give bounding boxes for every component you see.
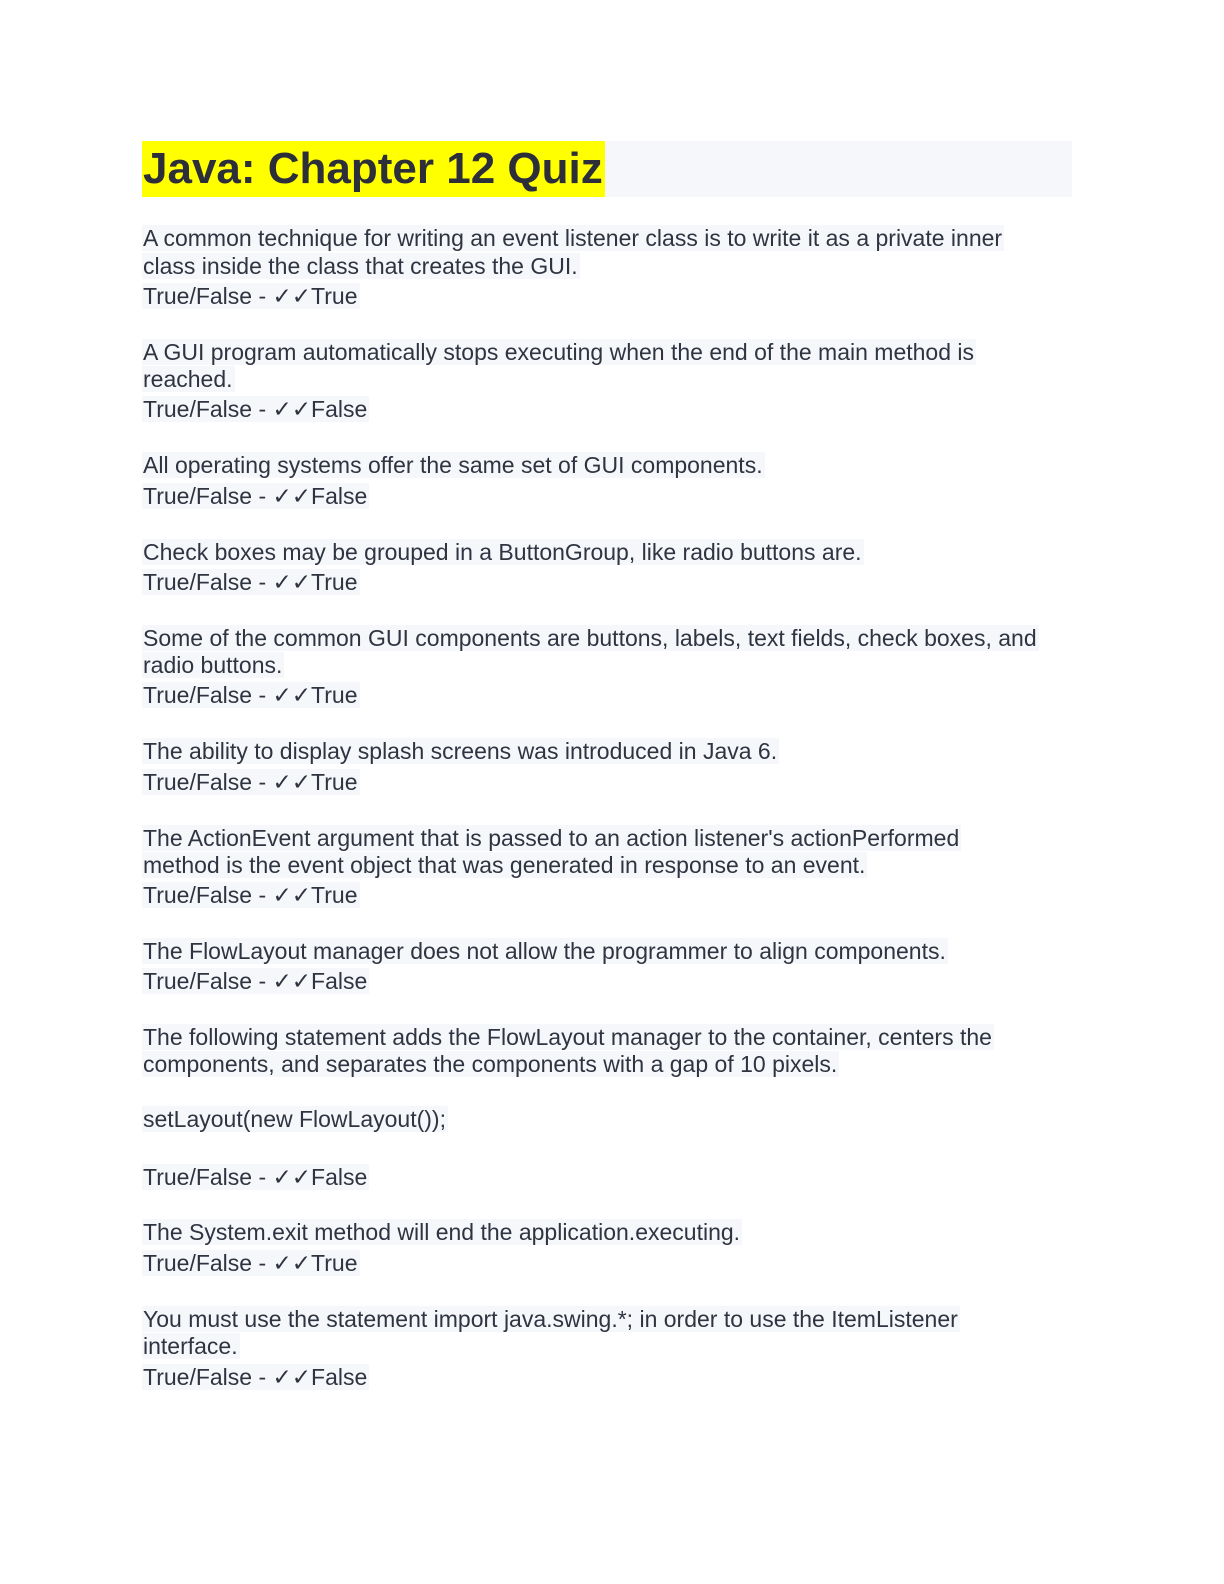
question-4-line-1: Check boxes may be grouped in a ButtonGroup, like radio buttons are.: [143, 539, 862, 565]
question-2-line-2: reached.: [143, 366, 233, 392]
question-7-line-1: The ActionEvent argument that is passed to an action listener's actionPerformed: [143, 825, 960, 851]
answer-6: True/False - ✓✓True: [143, 769, 358, 795]
page-title: Java: Chapter 12 Quiz: [142, 141, 605, 197]
question-11-line-1: You must use the statement import java.swing.*; in order to use the ItemListener: [143, 1306, 958, 1332]
answer-9: True/False - ✓✓False: [143, 1164, 368, 1190]
answer-7: True/False - ✓✓True: [143, 882, 358, 908]
question-1-line-2: class inside the class that creates the GUI.: [143, 253, 578, 279]
title-bar: [142, 141, 1072, 197]
question-6-line-1: The ability to display splash screens was introduced in Java 6.: [143, 738, 778, 764]
answer-10: True/False - ✓✓True: [143, 1250, 358, 1276]
question-10-line-1: The System.exit method will end the application.executing.: [143, 1219, 741, 1245]
answer-1: True/False - ✓✓True: [143, 283, 358, 309]
question-8-line-1: The FlowLayout manager does not allow the programmer to align components.: [143, 938, 946, 964]
question-9-line-1: The following statement adds the FlowLayout manager to the container, centers the: [143, 1024, 992, 1050]
answer-3: True/False - ✓✓False: [143, 483, 368, 509]
question-5-line-1: Some of the common GUI components are buttons, labels, text fields, check boxes, and: [143, 625, 1037, 651]
question-2-line-1: A GUI program automatically stops executing when the end of the main method is: [143, 339, 974, 365]
question-1-line-1: A common technique for writing an event listener class is to write it as a private inner: [143, 225, 1003, 251]
question-11-line-2: interface.: [143, 1333, 238, 1359]
question-9-line-2: components, and separates the components with a gap of 10 pixels.: [143, 1051, 838, 1077]
question-5-line-2: radio buttons.: [143, 652, 283, 678]
question-9-code: setLayout(new FlowLayout());: [143, 1106, 446, 1132]
answer-8: True/False - ✓✓False: [143, 968, 368, 994]
question-7-line-2: method is the event object that was generated in response to an event.: [143, 852, 866, 878]
answer-5: True/False - ✓✓True: [143, 682, 358, 708]
answer-4: True/False - ✓✓True: [143, 569, 358, 595]
answer-2: True/False - ✓✓False: [143, 396, 368, 422]
answer-11: True/False - ✓✓False: [143, 1364, 368, 1390]
question-3-line-1: All operating systems offer the same set of GUI components.: [143, 452, 763, 478]
